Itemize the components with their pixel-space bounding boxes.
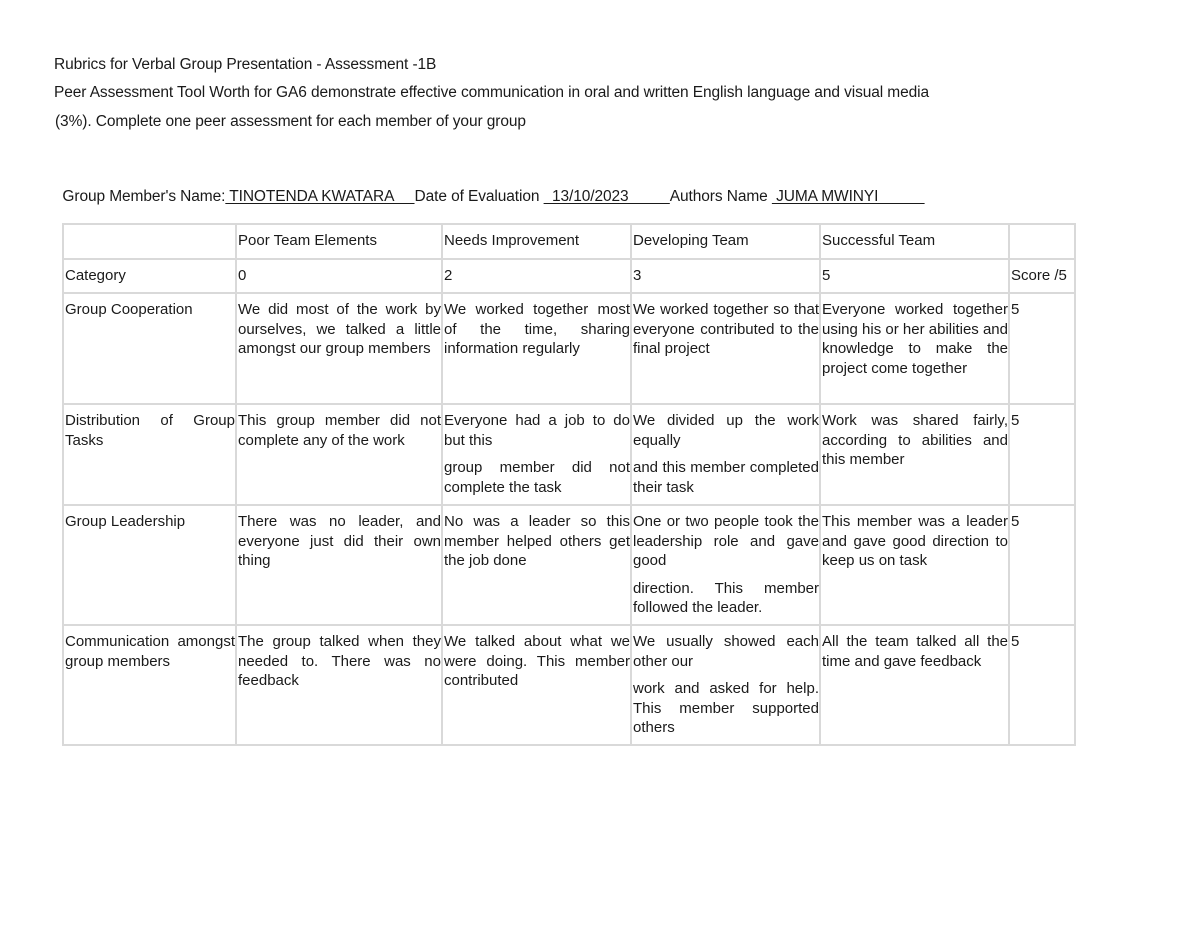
cell-paragraph: Work was shared fairly, according to abilities and this member bbox=[822, 412, 1008, 468]
category-cell: Group Cooperation bbox=[63, 293, 236, 404]
points-developing: 3 bbox=[631, 259, 820, 293]
category-cell: Distribution of Group Tasks bbox=[63, 404, 236, 505]
cell-paragraph: Everyone worked together using his or her abilities and knowledge to make the project come together bbox=[822, 301, 1008, 377]
points-header-row bbox=[63, 259, 1075, 293]
category-cell: Communication amongst group members bbox=[63, 625, 236, 745]
developing-description-cell bbox=[631, 625, 820, 745]
score-header: Score /5 bbox=[1009, 259, 1075, 293]
cell-paragraph: We worked together so that everyone contributed to the final project bbox=[633, 301, 819, 357]
poor-description-cell bbox=[236, 404, 442, 505]
poor-description-cell bbox=[236, 625, 442, 745]
level-developing: Developing Team bbox=[631, 224, 820, 259]
points-poor: 0 bbox=[236, 259, 442, 293]
score-cell: 5 bbox=[1009, 404, 1075, 505]
cell-paragraph: group member did not complete the task bbox=[444, 459, 630, 496]
author-value: JUMA MWINYI bbox=[771, 188, 925, 205]
document-subtitle-line1: Peer Assessment Tool Worth for GA6 demonstrate effective communication in oral and written English language and visual media bbox=[54, 84, 930, 101]
developing-description-cell bbox=[631, 505, 820, 625]
level-successful: Successful Team bbox=[820, 224, 1009, 259]
level-needs: Needs Improvement bbox=[442, 224, 631, 259]
poor-description-cell bbox=[236, 505, 442, 625]
level-header-blank bbox=[63, 224, 236, 259]
table-row bbox=[63, 293, 1075, 404]
cell-paragraph: One or two people took the leadership role and gave good bbox=[633, 513, 819, 569]
needs-description-cell bbox=[442, 404, 631, 505]
category-header: Category bbox=[63, 259, 236, 293]
category-cell: Group Leadership bbox=[63, 505, 236, 625]
level-header-row bbox=[63, 224, 1075, 259]
cell-paragraph: We divided up the work equally bbox=[633, 412, 819, 449]
cell-paragraph: This member was a leader and gave good direction to keep us on task bbox=[822, 513, 1008, 569]
needs-description-cell bbox=[442, 505, 631, 625]
table-row bbox=[63, 625, 1075, 745]
evaluation-fields bbox=[54, 170, 925, 206]
cell-paragraph: work and asked for help. This member supported others bbox=[633, 680, 819, 736]
table-row bbox=[63, 404, 1075, 505]
member-name-value: TINOTENDA KWATARA bbox=[225, 188, 415, 205]
developing-description-cell bbox=[631, 293, 820, 404]
document-subtitle-line2: (3%). Complete one peer assessment for each member of your group bbox=[55, 113, 526, 130]
cell-paragraph: We usually showed each other our bbox=[633, 633, 819, 670]
cell-paragraph: This group member did not complete any of the work bbox=[238, 412, 441, 449]
level-poor: Poor Team Elements bbox=[236, 224, 442, 259]
cell-paragraph: and this member completed their task bbox=[633, 459, 819, 496]
cell-paragraph: The group talked when they needed to. There was no feedback bbox=[238, 633, 441, 689]
successful-description-cell bbox=[820, 404, 1009, 505]
needs-description-cell bbox=[442, 625, 631, 745]
rubric-table bbox=[62, 223, 1076, 746]
date-value: 13/10/2023 bbox=[543, 188, 670, 205]
document-title: Rubrics for Verbal Group Presentation - Assessment -1B bbox=[54, 56, 437, 73]
developing-description-cell bbox=[631, 404, 820, 505]
cell-paragraph: We worked together most of the time, sharing information regularly bbox=[444, 301, 630, 357]
score-cell: 5 bbox=[1009, 293, 1075, 404]
cell-paragraph: We talked about what we were doing. This member contributed bbox=[444, 633, 630, 689]
points-successful: 5 bbox=[820, 259, 1009, 293]
score-cell: 5 bbox=[1009, 505, 1075, 625]
successful-description-cell bbox=[820, 293, 1009, 404]
points-needs: 2 bbox=[442, 259, 631, 293]
cell-paragraph: There was no leader, and everyone just did their own thing bbox=[238, 513, 441, 569]
level-score-blank bbox=[1009, 224, 1075, 259]
cell-paragraph: We did most of the work by ourselves, we talked a little amongst our group members bbox=[238, 301, 441, 357]
table-row bbox=[63, 505, 1075, 625]
author-label: Authors Name bbox=[669, 188, 772, 205]
member-name-label: Group Member's Name: bbox=[62, 188, 226, 205]
successful-description-cell bbox=[820, 625, 1009, 745]
date-label: Date of Evaluation bbox=[414, 188, 544, 205]
cell-paragraph: Everyone had a job to do but this bbox=[444, 412, 630, 449]
score-cell: 5 bbox=[1009, 625, 1075, 745]
cell-paragraph: No was a leader so this member helped others get the job done bbox=[444, 513, 630, 569]
poor-description-cell bbox=[236, 293, 442, 404]
successful-description-cell bbox=[820, 505, 1009, 625]
cell-paragraph: direction. This member followed the leader. bbox=[633, 579, 819, 616]
cell-paragraph: All the team talked all the time and gave feedback bbox=[822, 633, 1008, 670]
needs-description-cell bbox=[442, 293, 631, 404]
